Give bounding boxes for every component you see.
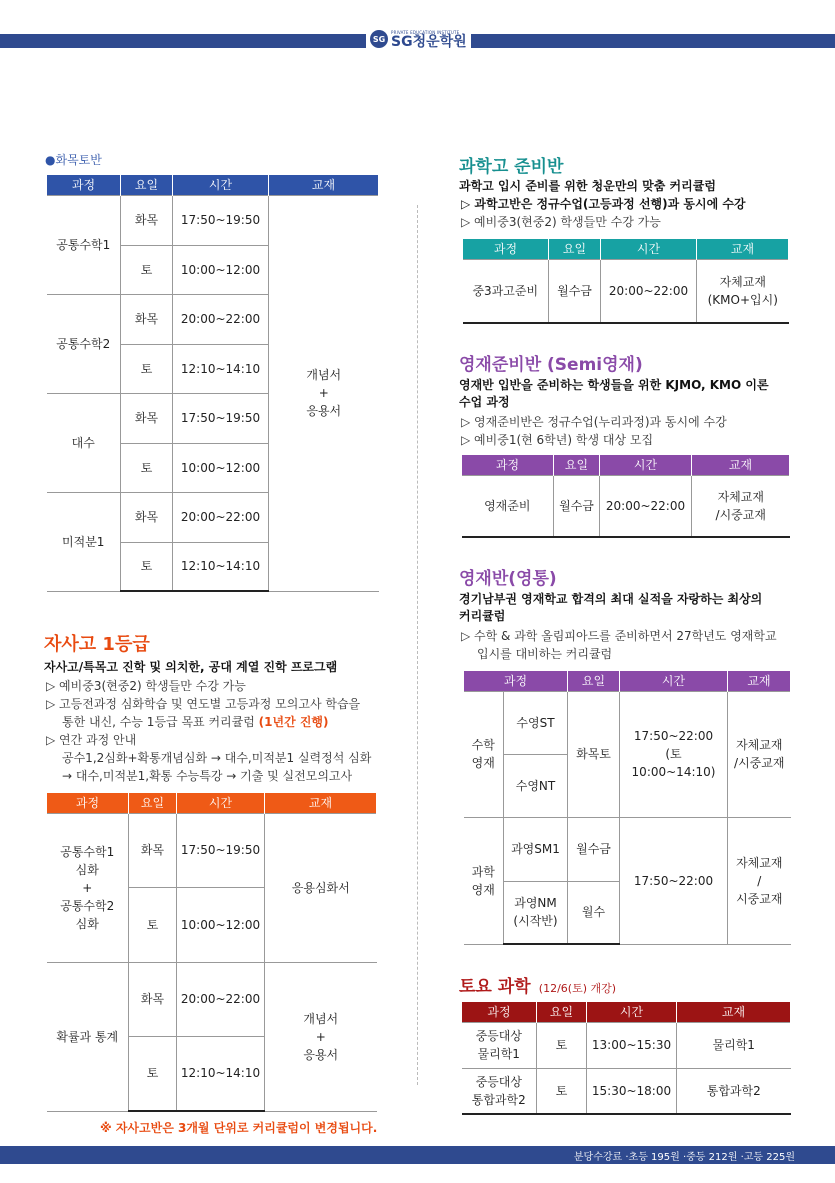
sci-prep-title: 과학고 준비반	[459, 157, 564, 177]
table-header	[464, 671, 791, 691]
col-course: 과정	[47, 793, 129, 813]
day-cell: 토	[537, 1068, 587, 1114]
col-day: 요일	[537, 1002, 587, 1022]
table-row	[464, 817, 791, 881]
day-cell: 월수금	[568, 817, 620, 881]
col-book: 교재	[269, 175, 379, 195]
day-cell: 화목토	[568, 691, 620, 817]
day-cell: 월수금	[554, 475, 600, 537]
day-cell: 화목	[121, 393, 173, 443]
semi-gifted-bullet-2: ▷ 예비중1(현 6학년) 학생 대상 모집	[461, 433, 654, 447]
book-cell: 자체교재 /시중교재	[728, 691, 791, 817]
gifted-subtitle: 경기남부권 영재학교 합격의 최대 실적을 자랑하는 최상의 커리큘럼	[459, 592, 763, 623]
day-cell: 화목	[129, 813, 177, 887]
col-time: 시간	[173, 175, 269, 195]
col-day: 요일	[554, 455, 600, 475]
semi-gifted-bullet-1: ▷ 영재준비반은 정규수업(누리과정)과 동시에 수강	[461, 415, 727, 429]
col-time: 시간	[177, 793, 265, 813]
time-cell: 17:50~19:50	[173, 195, 269, 245]
time-cell: 20:00~22:00	[177, 962, 265, 1036]
course-cell: 확률과 통계	[47, 962, 129, 1111]
gifted-bullet-1: ▷ 수학 & 과학 올림피아드를 준비하면서 27학년도 영재학교	[461, 629, 777, 643]
saturday-science-title	[459, 972, 616, 997]
col-course: 과정	[463, 239, 549, 259]
table-header	[47, 175, 379, 195]
time-cell: 13:00~15:30	[587, 1022, 677, 1068]
day-cell: 토	[121, 344, 173, 393]
table-row	[47, 962, 377, 1036]
time-cell: 10:00~12:00	[173, 443, 269, 492]
gifted-title: 영재반(영통)	[459, 569, 557, 589]
course-cell: 대수	[47, 393, 121, 492]
tue-thu-sat-table	[46, 175, 379, 592]
fee-info: 분당수강료 ·초등 195원 ·중등 212원 ·고등 225원	[573, 1152, 795, 1163]
col-book: 교재	[265, 793, 377, 813]
course-cell: 공통수학2	[47, 294, 121, 393]
time-cell: 12:10~14:10	[177, 1036, 265, 1111]
course-cell: 중등대상 통합과학2	[462, 1068, 537, 1114]
course-cell: 중3과고준비	[463, 259, 549, 323]
book-cell: 통합과학2	[677, 1068, 791, 1114]
time-cell: 20:00~22:00	[601, 259, 697, 323]
book-cell: 자체교재 / 시중교재	[728, 817, 791, 944]
col-course: 과정	[47, 175, 121, 195]
logo-name: SG청운학원	[391, 33, 467, 50]
sci-prep-table	[462, 239, 789, 324]
logo-subtitle: PRIVATE EDUCATION INSTITUTE	[391, 29, 460, 35]
book-cell: 자체교재 (KMO+입시)	[697, 259, 789, 323]
day-cell: 토	[129, 887, 177, 962]
day-cell: 토	[537, 1022, 587, 1068]
table-header	[47, 793, 377, 813]
academy-logo	[366, 28, 471, 50]
jasago-course-flow-2: → 대수,미적분1,확통 수능특강 → 기출 및 실전모의고사	[62, 769, 353, 783]
course-cell: 과영SM1	[504, 817, 568, 881]
col-time: 시간	[587, 1002, 677, 1022]
jasago-bullet-1: ▷ 예비중3(현중2) 학생들만 수강 가능	[46, 679, 246, 693]
course-cell: 영재준비	[462, 475, 554, 537]
day-cell: 화목	[121, 294, 173, 344]
jasago-bullet-3: ▷ 연간 과정 안내	[46, 733, 137, 747]
col-course: 과정	[464, 671, 568, 691]
col-book: 교재	[692, 455, 790, 475]
course-cell: 과영NM (시작반)	[504, 881, 568, 944]
group-cell: 과학 영재	[464, 817, 504, 944]
day-cell: 토	[121, 542, 173, 591]
table-row	[463, 259, 789, 323]
saturday-science-title-text: 토요 과학	[459, 977, 531, 997]
time-cell: 20:00~22:00	[173, 294, 269, 344]
col-day: 요일	[129, 793, 177, 813]
course-cell: 중등대상 물리학1	[462, 1022, 537, 1068]
day-cell: 월수금	[549, 259, 601, 323]
table-row	[462, 1022, 791, 1068]
table-row	[47, 195, 379, 245]
time-cell: 17:50~22:00 (토 10:00~14:10)	[620, 691, 728, 817]
table-row	[462, 1068, 791, 1114]
book-cell: 개념서 + 응용서	[269, 195, 379, 591]
jasago-title: 자사고 1등급	[44, 634, 150, 655]
day-cell: 화목	[121, 492, 173, 542]
sci-prep-bullet-2: ▷ 예비중3(현중2) 학생들만 수강 가능	[461, 215, 661, 229]
saturday-science-start: (12/6(토) 개강)	[538, 982, 617, 995]
day-cell: 화목	[121, 195, 173, 245]
course-cell: 수영ST	[504, 691, 568, 754]
jasago-table	[46, 793, 377, 1112]
col-day: 요일	[549, 239, 601, 259]
day-cell: 월수	[568, 881, 620, 944]
day-cell: 화목	[129, 962, 177, 1036]
section-label: ●화목토반	[45, 153, 102, 167]
course-cell: 수영NT	[504, 754, 568, 817]
time-cell: 12:10~14:10	[173, 344, 269, 393]
semi-gifted-table	[461, 455, 790, 538]
day-cell: 토	[129, 1036, 177, 1111]
time-cell: 17:50~19:50	[177, 813, 265, 887]
column-divider	[417, 205, 418, 1085]
col-day: 요일	[568, 671, 620, 691]
jasago-bullet-2-cont: 통한 내신, 수능 1등급 목표 커리큘럼 (1년간 진행)	[62, 715, 329, 729]
col-book: 교재	[677, 1002, 791, 1022]
table-row	[47, 813, 377, 887]
book-cell: 물리학1	[677, 1022, 791, 1068]
group-cell: 수학 영재	[464, 691, 504, 817]
book-cell: 자체교재 /시중교재	[692, 475, 790, 537]
sci-prep-subtitle: 과학고 입시 준비를 위한 청운만의 맞춤 커리큘럼	[459, 179, 716, 193]
time-cell: 12:10~14:10	[173, 542, 269, 591]
course-cell: 공통수학1	[47, 195, 121, 294]
day-cell: 토	[121, 443, 173, 492]
gifted-bullet-1-cont: 입시를 대비하는 커리큘럼	[477, 647, 613, 661]
col-time: 시간	[620, 671, 728, 691]
col-book: 교재	[697, 239, 789, 259]
col-course: 과정	[462, 455, 554, 475]
col-day: 요일	[121, 175, 173, 195]
time-cell: 17:50~19:50	[173, 393, 269, 443]
table-header	[462, 455, 790, 475]
course-cell: 공통수학1 심화 + 공통수학2 심화	[47, 813, 129, 962]
jasago-subtitle: 자사고/특목고 진학 및 의치한, 공대 계열 진학 프로그램	[44, 660, 338, 674]
time-cell: 20:00~22:00	[600, 475, 692, 537]
time-cell: 10:00~12:00	[173, 245, 269, 294]
semi-gifted-subtitle: 영재반 입반을 준비하는 학생들을 위한 KJMO, KMO 이론 수업 과정	[459, 378, 769, 409]
col-time: 시간	[601, 239, 697, 259]
book-cell: 응용심화서	[265, 813, 377, 962]
table-header	[463, 239, 789, 259]
col-time: 시간	[600, 455, 692, 475]
col-course: 과정	[462, 1002, 537, 1022]
footer-band	[0, 1146, 835, 1164]
table-header	[462, 1002, 791, 1022]
course-cell: 미적분1	[47, 492, 121, 591]
gifted-table	[463, 671, 791, 945]
jasago-course-flow-1: 공수1,2심화+확통개념심화 → 대수,미적분1 실력정석 심화	[62, 751, 372, 765]
jasago-bullet-2: ▷ 고등전과정 심화학습 및 연도별 고등과정 모의고사 학습을	[46, 697, 361, 711]
jasago-note: ※ 자사고반은 3개월 단위로 커리큘럼이 변경됩니다.	[100, 1121, 378, 1135]
book-cell: 개념서 + 응용서	[265, 962, 377, 1111]
sci-prep-bullet-1: ▷ 과학고반은 정규수업(고등과정 선행)과 동시에 수강	[461, 197, 746, 211]
saturday-science-table	[461, 1002, 791, 1115]
time-cell: 15:30~18:00	[587, 1068, 677, 1114]
duration-highlight: (1년간 진행)	[258, 715, 329, 729]
table-row	[464, 691, 791, 754]
day-cell: 토	[121, 245, 173, 294]
logo-mark: SG	[370, 30, 388, 48]
time-cell: 17:50~22:00	[620, 817, 728, 944]
time-cell: 20:00~22:00	[173, 492, 269, 542]
table-row	[462, 475, 790, 537]
col-book: 교재	[728, 671, 791, 691]
time-cell: 10:00~12:00	[177, 887, 265, 962]
semi-gifted-title: 영재준비반 (Semi영재)	[459, 355, 643, 375]
